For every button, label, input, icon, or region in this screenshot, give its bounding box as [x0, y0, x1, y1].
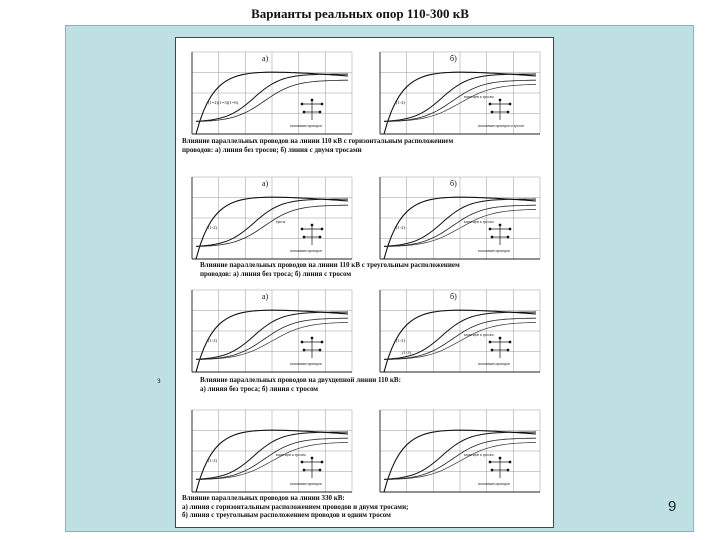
wire-dot — [321, 341, 323, 343]
graph-2-b — [376, 173, 544, 265]
wire-dot — [507, 469, 509, 471]
wire-dot — [509, 103, 511, 105]
tower-schematic — [301, 337, 323, 358]
curve-annotation: (1-2) — [396, 338, 405, 343]
side-caption: вплотную к тросам — [464, 95, 494, 99]
graph-grid — [380, 52, 540, 134]
figure-caption-1 — [182, 137, 453, 154]
wire-dot — [509, 341, 511, 343]
wire-dot — [499, 99, 501, 101]
caption-line: а) линия без троса; б) линия с тросом — [200, 384, 319, 393]
graph-label: а) — [262, 54, 269, 63]
side-caption: тросы — [276, 220, 286, 224]
caption-line: б) линия с треугольным расположением проводов и одним тросом — [182, 511, 391, 519]
tower-schematic — [489, 99, 511, 120]
side-caption: вплотную к тросам — [464, 453, 494, 457]
tower-caption: положение проводов — [290, 249, 322, 253]
stray-mark: з — [157, 375, 161, 385]
wire-dot — [301, 103, 303, 105]
graph-grid — [192, 410, 352, 492]
wire-dot — [489, 461, 491, 463]
caption-line: Влияние параллельных проводов на линии 110 кВ с треугольным расположением — [200, 261, 460, 269]
graph-svg — [376, 48, 544, 140]
scanned-document-page — [175, 37, 554, 528]
tower-schematic — [301, 457, 323, 478]
wire-dot — [507, 349, 509, 351]
tower-caption: положение проводов — [478, 482, 510, 486]
graph-grid — [192, 290, 352, 372]
wire-dot — [303, 469, 305, 471]
side-caption: вплотную к тросам — [464, 220, 494, 224]
wire-dot — [499, 457, 501, 459]
tower-caption: положение проводов — [478, 249, 510, 253]
curve-annotation: (1-3) — [402, 350, 411, 355]
caption-line: проводов: а) линия без тросов; б) линия с двумя тросами — [182, 145, 362, 154]
graph-1-a — [188, 48, 356, 140]
wire-dot — [311, 337, 313, 339]
wire-dot — [301, 461, 303, 463]
graph-grid — [380, 410, 540, 492]
figure-caption-3 — [200, 376, 401, 393]
tower-schematic — [489, 457, 511, 478]
wire-dot — [301, 228, 303, 230]
wire-dot — [301, 341, 303, 343]
wire-dot — [311, 99, 313, 101]
wire-dot — [489, 103, 491, 105]
graph-4-b — [376, 406, 544, 498]
wire-dot — [491, 469, 493, 471]
graph-label: б) — [450, 54, 457, 63]
caption-line: проводов: а) линия без троса; б) линия с тросом — [200, 269, 352, 278]
wire-dot — [499, 337, 501, 339]
curve-annotation: (1=2)(1=3)(1=6) — [208, 100, 239, 105]
graph-label: б) — [450, 179, 457, 188]
side-caption: вплотную к тросам — [464, 333, 494, 337]
wire-dot — [489, 228, 491, 230]
caption-line: Влияние параллельных проводов на линии 110 кВ с горизонтальным расположением — [182, 137, 454, 145]
wire-dot — [507, 111, 509, 113]
wire-dot — [311, 224, 313, 226]
tower-schematic — [301, 99, 323, 120]
wire-dot — [319, 469, 321, 471]
graph-svg — [188, 406, 356, 498]
graph-svg — [188, 286, 356, 378]
wire-dot — [509, 228, 511, 230]
graph-grid — [380, 177, 540, 259]
graph-grid — [192, 52, 352, 134]
wire-dot — [321, 461, 323, 463]
curve-annotation: (1-2) — [396, 225, 405, 230]
graph-2-a — [188, 173, 356, 265]
graph-1-b — [376, 48, 544, 140]
page-number: 9 — [668, 498, 677, 515]
tower-schematic — [301, 224, 323, 245]
wire-dot — [509, 461, 511, 463]
graph-4-a — [188, 406, 356, 498]
tower-schematic — [489, 224, 511, 245]
wire-dot — [319, 111, 321, 113]
slide-title: Варианты реальных опор 110-300 кВ — [251, 6, 469, 21]
tower-caption: положение проводов и тросов — [478, 124, 524, 128]
wire-dot — [319, 236, 321, 238]
wire-dot — [499, 224, 501, 226]
tower-caption: положение проводов — [290, 124, 322, 128]
wire-dot — [491, 349, 493, 351]
wire-dot — [321, 228, 323, 230]
graph-svg — [376, 286, 544, 378]
figure-caption-4 — [182, 494, 408, 520]
curve-annotation: (1-2) — [208, 338, 217, 343]
figure-caption-2 — [200, 261, 460, 278]
wire-dot — [321, 103, 323, 105]
graph-label: а) — [262, 179, 269, 188]
wire-dot — [491, 111, 493, 113]
graph-svg — [188, 48, 356, 140]
graph-3-b — [376, 286, 544, 378]
tower-schematic — [489, 337, 511, 358]
wire-dot — [489, 341, 491, 343]
curve-annotation: (1-2) — [396, 100, 405, 105]
caption-line: Влияние параллельных проводов на линии 330 кВ: — [182, 494, 345, 502]
graph-3-a — [188, 286, 356, 378]
curve-annotation: (1-2) — [208, 458, 217, 463]
graph-label: а) — [262, 292, 269, 301]
caption-line: Влияние параллельных проводов на двухцепной линии 110 кВ: — [200, 376, 401, 384]
tower-caption: положение проводов — [290, 362, 322, 366]
wire-dot — [491, 236, 493, 238]
wire-dot — [507, 236, 509, 238]
tower-caption: положение проводов — [478, 362, 510, 366]
wire-dot — [303, 111, 305, 113]
graph-grid — [192, 177, 352, 259]
graph-svg — [376, 406, 544, 498]
graph-grid — [380, 290, 540, 372]
graph-svg — [188, 173, 356, 265]
wire-dot — [311, 457, 313, 459]
curve-annotation: (1-2) — [208, 225, 217, 230]
side-caption: вплотную к тросам — [276, 453, 306, 457]
wire-dot — [319, 349, 321, 351]
graph-svg — [376, 173, 544, 265]
tower-caption: положение проводов — [290, 482, 322, 486]
caption-line: а) линия с горизонтальным расположением проводов и двумя тросами; — [182, 502, 409, 511]
wire-dot — [303, 349, 305, 351]
graph-label: б) — [450, 292, 457, 301]
wire-dot — [303, 236, 305, 238]
